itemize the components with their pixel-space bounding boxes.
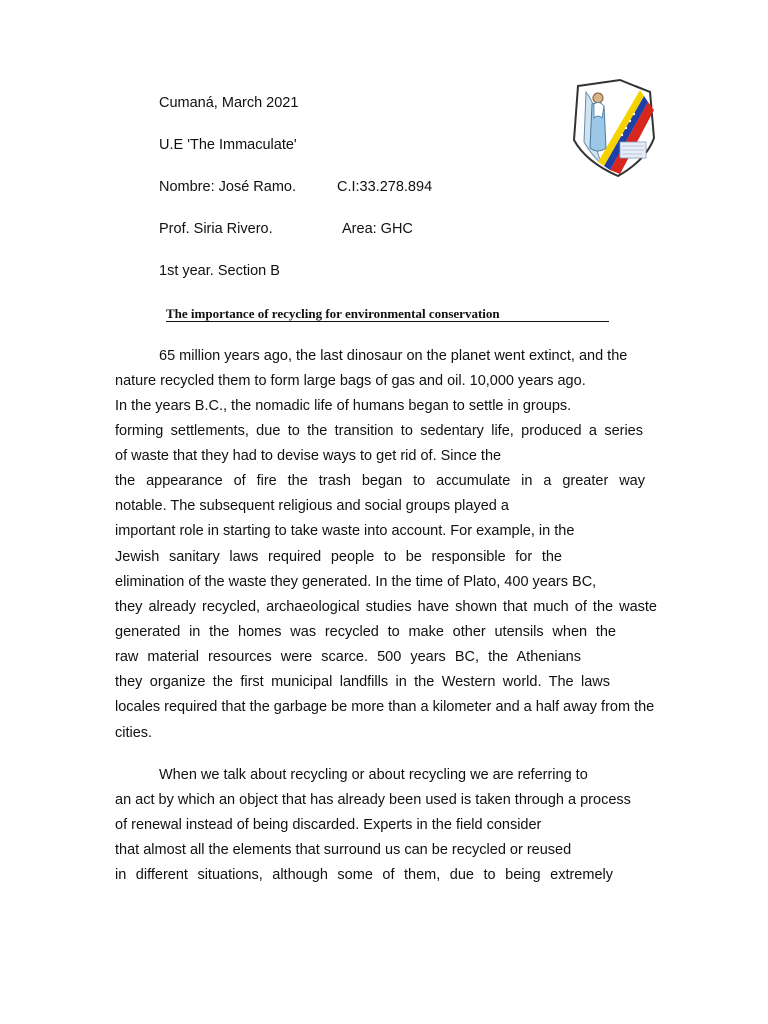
school-crest-icon: [568, 78, 660, 178]
essay-title: The importance of recycling for environmental conservation: [166, 306, 609, 322]
text-line: of waste that they had to devise ways to get rid of. Since the: [115, 448, 502, 464]
text-line: When we talk about recycling or about recycling we are referring to: [159, 767, 588, 783]
student-id: C.I:33.278.894: [337, 179, 433, 195]
subject-area: Area: GHC: [342, 221, 413, 237]
teacher-name: Prof. Siria Rivero.: [159, 221, 273, 237]
text-line: Jewish sanitary laws required people to be responsible for the: [115, 549, 562, 565]
teacher-line: [159, 221, 413, 237]
text-line: notable. The subsequent religious and social groups played a: [115, 498, 509, 514]
text-line: cities.: [115, 725, 153, 741]
text-line: nature recycled them to form large bags of gas and oil. 10,000 years ago.: [115, 373, 586, 389]
student-line: [159, 179, 433, 195]
text-line: forming settlements, due to the transition to sedentary life, produced a series: [115, 423, 643, 439]
text-line: an act by which an object that has already been used is taken through a process: [115, 792, 631, 808]
text-line: important role in starting to take waste into account. For example, in the: [115, 523, 575, 539]
text-line: of renewal instead of being discarded. Experts in the field consider: [115, 817, 542, 833]
text-line: In the years B.C., the nomadic life of humans began to settle in groups.: [115, 398, 572, 414]
student-name: Nombre: José Ramo.: [159, 179, 296, 195]
text-line: they organize the first municipal landfills in the Western world. The laws: [115, 674, 610, 690]
text-line: locales required that the garbage be more than a kilometer and a half away from the: [115, 699, 655, 715]
text-line: 65 million years ago, the last dinosaur on the planet went extinct, and the: [159, 348, 628, 364]
text-line: the appearance of fire the trash began to accumulate in a greater way: [115, 473, 645, 489]
text-line: generated in the homes was recycled to make other utensils when the: [115, 624, 616, 640]
text-line: elimination of the waste they generated. In the time of Plato, 400 years BC,: [115, 574, 597, 590]
text-line: raw material resources were scarce. 500 years BC, the Athenians: [115, 649, 581, 665]
text-line: in different situations, although some of them, due to being extremely: [115, 867, 613, 883]
text-line: that almost all the elements that surround us can be recycled or reused: [115, 842, 572, 858]
text-line: they already recycled, archaeological studies have shown that much of the waste: [115, 599, 657, 615]
section-line: 1st year. Section B: [159, 263, 280, 279]
date-line: Cumaná, March 2021: [159, 95, 299, 111]
school-line: U.E 'The Immaculate': [159, 137, 297, 153]
